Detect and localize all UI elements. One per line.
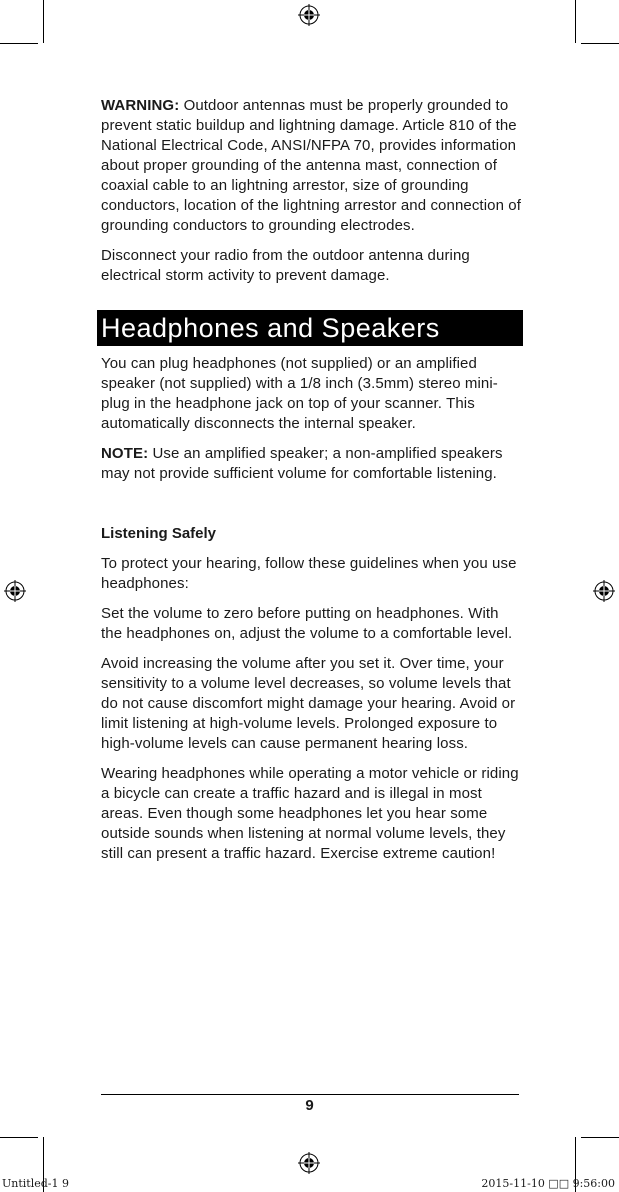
note-paragraph <box>101 444 521 484</box>
section-intro: You can plug headphones (not supplied) or an amplified speaker (not supplied) with a 1/8 inch (3.5mm) stereo mini-plug in the headphone jack on top of your scanner. This automatically disconnects the internal speaker. <box>101 355 498 432</box>
note-text: Use an amplified speaker; a non-amplified speakers may not provide sufficient volume for comfortable listening. <box>101 445 503 482</box>
listening-safely-heading: Listening Safely <box>101 525 217 542</box>
listening-paragraph: Wearing headphones while operating a motor vehicle or riding a bicycle can create a traffic hazard and is illegal in most areas. Even though some headphones let you hear some outside sounds when listening at normal volume levels, they still can present a traffic hazard. Exercise extreme caution! <box>101 765 519 862</box>
crop-mark-bottom-right-horizontal <box>581 1137 619 1138</box>
listening-paragraph: Avoid increasing the volume after you set it. Over time, your sensitivity to a volume level decreases, so volume levels that do not cause discomfort might damage your hearing. Avoid or limit listening at high-volume levels. Prolonged exposure to high-volume levels can cause permanent hearing loss. <box>101 655 516 752</box>
registration-target-icon <box>4 580 26 602</box>
section-title: Headphones and Speakers <box>97 310 523 346</box>
print-slug-right: 2015-11-10 □□ 9:56:00 <box>481 1177 615 1190</box>
crop-mark-top-right-vertical <box>575 0 576 43</box>
warning-text: Outdoor antennas must be properly grounded to prevent static buildup and lightning damage. Article 810 of the National Electrical Code, ANSI/NFPA 70, provides information about proper grounding of the antenna mast, connection of coaxial cable to an lightning arrestor, size of grounding conductors, location of the lightning arrestor and connection of grounding conductors to grounding electrodes. <box>101 97 521 234</box>
page-content <box>101 96 521 864</box>
print-slug-left: Untitled-1 9 <box>2 1177 69 1190</box>
listening-paragraph: Set the volume to zero before putting on headphones. With the headphones on, adjust the volume to a comfortable level. <box>101 605 513 642</box>
crop-mark-top-left-vertical <box>43 0 44 43</box>
listening-paragraph: To protect your hearing, follow these guidelines when you use headphones: <box>101 555 517 592</box>
warning-label: WARNING: <box>101 97 180 114</box>
page-number: 9 <box>305 1097 314 1114</box>
registration-target-icon <box>298 4 320 26</box>
footer-divider <box>101 1094 519 1095</box>
crop-mark-top-left-horizontal <box>0 43 38 44</box>
warning-paragraph <box>101 96 521 236</box>
disconnect-paragraph: Disconnect your radio from the outdoor antenna during electrical storm activity to prevent damage. <box>101 247 470 284</box>
crop-mark-top-right-horizontal <box>581 43 619 44</box>
note-label: NOTE: <box>101 445 149 462</box>
registration-target-icon <box>593 580 615 602</box>
registration-target-icon <box>298 1152 320 1174</box>
crop-mark-bottom-left-horizontal <box>0 1137 38 1138</box>
